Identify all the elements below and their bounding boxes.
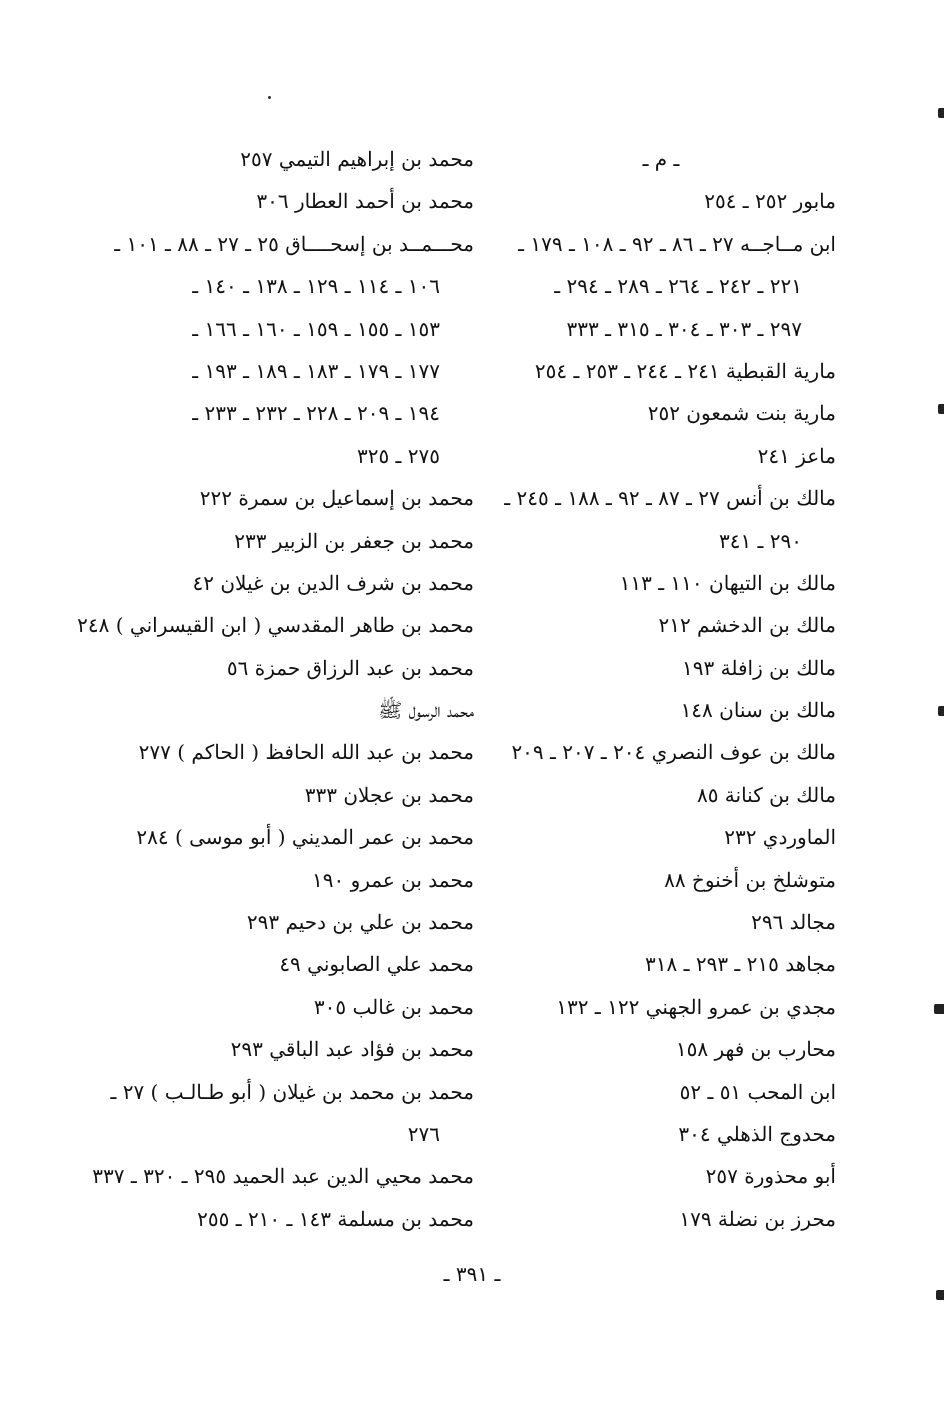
index-entry: متوشلخ بن أخنوخ ٨٨: [664, 867, 836, 892]
index-entry: مجدي بن عمرو الجهني ١٢٢ ـ ١٣٢: [556, 994, 836, 1019]
index-entry-continuation: ٢٩٧ ـ ٣٠٣ ـ ٣٠٤ ـ ٣١٥ ـ ٣٣٣: [566, 316, 802, 341]
index-entry: محمد بن جعفر بن الزبير ٢٣٣: [234, 528, 474, 553]
index-entry: محمد بن غالب ٣٠٥: [313, 994, 474, 1019]
index-column-right: [486, 138, 836, 1240]
index-column-left: [77, 138, 474, 1240]
index-entry: محمد بن عمر المديني ( أبو موسى ) ٢٨٤: [136, 825, 474, 850]
index-entry: مجالد ٢٩٦: [751, 910, 836, 935]
edge-mark: [938, 108, 944, 118]
index-entry: محمد بن أحمد العطار ٣٠٦: [256, 189, 474, 214]
section-letter-heading: ـ م ـ: [642, 147, 680, 171]
index-entry: مالك بن التيهان ١١٠ ـ ١١٣: [619, 570, 836, 595]
edge-mark: [938, 706, 944, 716]
index-entry: محمد بن طاهر المقدسي ( ابن القيسراني ) ٢٤٨: [77, 613, 474, 638]
index-entry: محمد بن علي بن دحيم ٢٩٣: [246, 910, 474, 935]
index-entry-continuation: ١٩٤ ـ ٢٠٩ ـ ٢٢٨ ـ ٢٣٢ ـ ٢٣٣ ـ: [192, 401, 440, 426]
index-entry-continuation: ١٥٣ ـ ١٥٥ ـ ١٥٩ ـ ١٦٠ ـ ١٦٦ ـ: [192, 316, 440, 341]
index-entry: محمد بن محمد بن غيلان ( أبو طـالـب ) ٢٧ ـ: [110, 1079, 474, 1104]
index-entry: مالك بن عوف النصري ٢٠٤ ـ ٢٠٧ ـ ٢٠٩: [511, 740, 836, 765]
edge-mark: [938, 404, 944, 414]
index-entry: محدوج الذهلي ٣٠٤: [678, 1121, 836, 1146]
index-entry: ماعز ٢٤١: [757, 443, 836, 468]
index-entry-continuation: ٢٢١ ـ ٢٤٢ ـ ٢٦٤ ـ ٢٨٩ ـ ٢٩٤ ـ: [554, 274, 802, 299]
index-entry: مارية بنت شمعون ٢٥٢: [647, 401, 836, 426]
index-entry: محمد بن مسلمة ١٤٣ ـ ٢١٠ ـ ٢٥٥: [197, 1206, 474, 1231]
edge-mark: [936, 1290, 944, 1300]
index-entry: محـــمــد بن إسحــــاق ٢٥ ـ ٢٧ ـ ٨٨ ـ ١٠١ ـ: [114, 231, 474, 256]
index-entry: مجاهد ٢١٥ ـ ٢٩٣ ـ ٣١٨: [645, 952, 836, 977]
index-entry: محمد بن عمرو ١٩٠: [312, 867, 474, 892]
index-entry: مابور ٢٥٢ ـ ٢٥٤: [704, 189, 836, 214]
index-entry: محمد بن عبد الله الحافظ ( الحاكم ) ٢٧٧: [138, 740, 474, 765]
index-entry: مالك بن الدخشم ٢١٢: [658, 613, 836, 638]
speck-mark: [268, 96, 271, 99]
index-entry: محمد بن عبد الرزاق حمزة ٥٦: [226, 655, 474, 680]
edge-mark: [934, 1004, 944, 1014]
index-entry-continuation: ١٧٧ ـ ١٧٩ ـ ١٨٣ ـ ١٨٩ ـ ١٩٣ ـ: [192, 358, 440, 383]
index-entry: محمد بن فؤاد عبد الباقي ٢٩٣: [230, 1037, 474, 1062]
index-entry: مارية القبطية ٢٤١ ـ ٢٤٤ ـ ٢٥٣ ـ ٢٥٤: [534, 358, 836, 383]
index-entry: مالك بن أنس ٢٧ ـ ٨٧ ـ ٩٢ ـ ١٨٨ ـ ٢٤٥ ـ: [504, 486, 836, 511]
index-entry-continuation: ٢٧٥ ـ ٣٢٥: [356, 443, 440, 468]
index-entry: محمد محيي الدين عبد الحميد ٢٩٥ ـ ٣٢٠ ـ ٣٣٧: [92, 1164, 474, 1189]
index-entry: ابن المحب ٥١ ـ ٥٢: [679, 1079, 836, 1104]
index-entry: محمد بن عجلان ٣٣٣: [304, 782, 474, 807]
index-entry-continuation: ٢٧٦: [407, 1121, 440, 1146]
index-entry: محمد الرسول ﷺ: [378, 698, 474, 723]
index-entry: محمد بن شرف الدين بن غيلان ٤٢: [192, 570, 474, 595]
index-entry: مالك بن كنانة ٨٥: [696, 782, 836, 807]
index-entry: ابن مــاجــه ٢٧ ـ ٨٦ ـ ٩٢ ـ ١٠٨ ـ ١٧٩ ـ: [518, 231, 836, 256]
index-entry: محمد بن إبراهيم التيمي ٢٥٧: [240, 147, 474, 171]
index-entry: محمد بن إسماعيل بن سمرة ٢٢٢: [199, 486, 474, 511]
index-entry: أبو محذورة ٢٥٧: [705, 1164, 836, 1189]
index-entry: مالك بن زافلة ١٩٣: [682, 655, 836, 680]
index-entry-continuation: ١٠٦ ـ ١١٤ ـ ١٢٩ ـ ١٣٨ ـ ١٤٠ ـ: [192, 274, 440, 299]
index-entry: محمد علي الصابوني ٤٩: [279, 952, 474, 977]
index-entry: محارب بن فهر ١٥٨: [675, 1037, 836, 1062]
index-entry-continuation: ٢٩٠ ـ ٣٤١: [718, 528, 802, 553]
index-entry: محرز بن نضلة ١٧٩: [679, 1206, 836, 1231]
index-entry: مالك بن سنان ١٤٨: [680, 698, 836, 723]
page-number: ـ ٣٩١ ـ: [443, 1262, 501, 1286]
index-entry: الماوردي ٢٣٢: [724, 825, 836, 850]
